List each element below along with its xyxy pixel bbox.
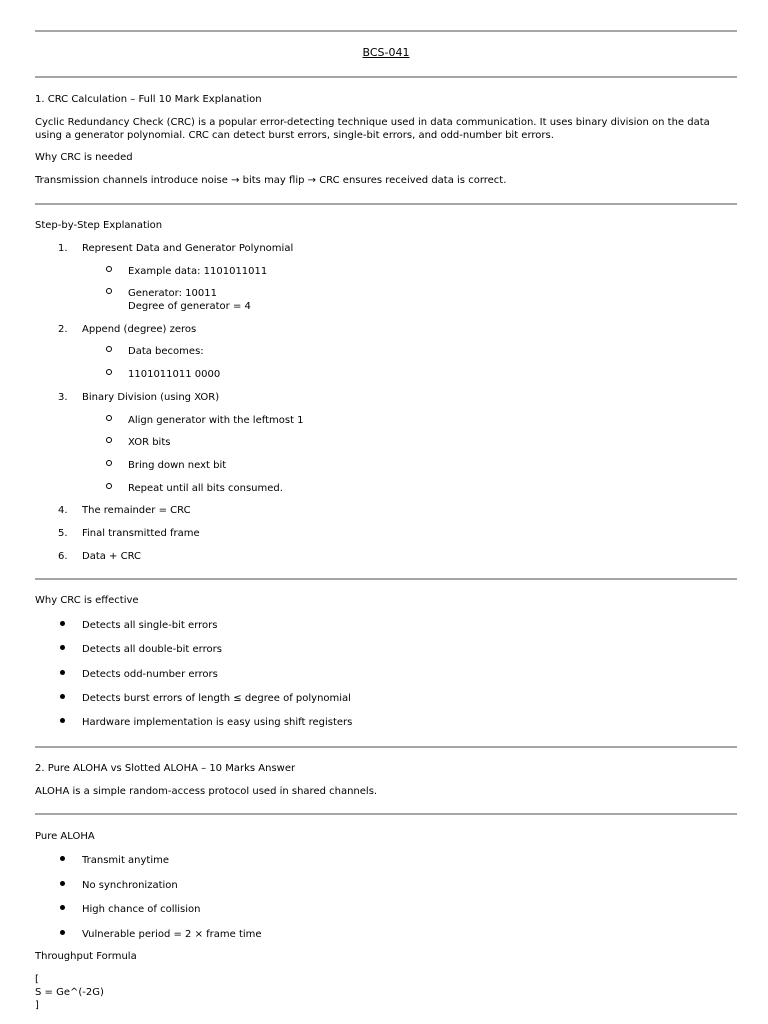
hollow-bullet-icon [106,415,112,421]
list-item: Detects burst errors of length ≤ degree of polynomial [82,693,351,704]
page-title: BCS-041 [362,46,410,59]
hollow-bullet-icon [106,266,112,272]
step-number: 6. [58,551,68,562]
sub-item: Degree of generator = 4 [128,301,251,312]
step-number: 4. [58,505,68,516]
step-text: Represent Data and Generator Polynomial [82,243,294,254]
sub-item: Data becomes: [128,346,204,357]
hollow-bullet-icon [106,346,112,352]
list-item: No synchronization [82,880,178,891]
bullet-icon [60,694,65,699]
hollow-bullet-icon [106,437,112,443]
bullet-icon [60,930,65,935]
step-text: Data + CRC [82,551,142,562]
hollow-bullet-icon [106,288,112,294]
formula-bracket-close: ] [35,1000,39,1011]
list-item: Transmit anytime [82,855,170,866]
bullet-icon [60,905,65,910]
bullet-icon [60,856,65,861]
section-heading-aloha: 2. Pure ALOHA vs Slotted ALOHA – 10 Marks Answer [35,763,296,774]
step-number: 2. [58,324,68,335]
why-crc-needed-heading: Why CRC is needed [35,152,133,163]
step-text: Final transmitted frame [82,528,200,539]
list-item: Hardware implementation is easy using shift registers [82,717,353,728]
effective-heading: Why CRC is effective [35,595,139,606]
step-text: Binary Division (using XOR) [82,392,220,403]
divider [35,746,737,748]
section-heading-crc: 1. CRC Calculation – Full 10 Mark Explanation [35,94,262,105]
list-item: Detects all single-bit errors [82,620,218,631]
list-item: Detects odd-number errors [82,669,218,680]
sub-item: Example data: 1101011011 [128,266,268,277]
sub-item: Generator: 10011 [128,288,217,299]
throughput-formula: S = Ge^(-2G) [35,987,104,998]
sub-item: XOR bits [128,437,171,448]
list-item: High chance of collision [82,904,201,915]
step-text: Append (degree) zeros [82,324,197,335]
sub-item: Align generator with the leftmost 1 [128,415,304,426]
step-number: 5. [58,528,68,539]
list-item: Detects all double-bit errors [82,644,222,655]
sub-item: 1101011011 0000 [128,369,221,380]
aloha-intro: ALOHA is a simple random-access protocol used in shared channels. [35,786,378,797]
divider [35,578,737,580]
bullet-icon [60,718,65,723]
formula-bracket-open: [ [35,974,39,985]
hollow-bullet-icon [106,483,112,489]
divider [35,76,737,78]
bullet-icon [60,645,65,650]
list-item: Vulnerable period = 2 × frame time [82,929,262,940]
bullet-icon [60,881,65,886]
steps-heading: Step-by-Step Explanation [35,220,163,231]
sub-item: Bring down next bit [128,460,227,471]
hollow-bullet-icon [106,460,112,466]
throughput-heading: Throughput Formula [35,951,137,962]
step-number: 3. [58,392,68,403]
step-text: The remainder = CRC [82,505,191,516]
divider [35,813,737,815]
bullet-icon [60,670,65,675]
transmission-text: Transmission channels introduce noise → bits may flip → CRC ensures received data is correct. [35,175,507,186]
crc-intro-paragraph: Cyclic Redundancy Check (CRC) is a popular error-detecting technique used in data communication. It uses binary division on the data using a generator polynomial. CRC can detect burst errors, single-bit errors, and odd-number bit errors. [35,117,710,141]
pure-aloha-heading: Pure ALOHA [35,831,95,842]
divider [35,203,737,205]
step-number: 1. [58,243,68,254]
hollow-bullet-icon [106,369,112,375]
bullet-icon [60,621,65,626]
sub-item: Repeat until all bits consumed. [128,483,283,494]
divider [35,30,737,32]
